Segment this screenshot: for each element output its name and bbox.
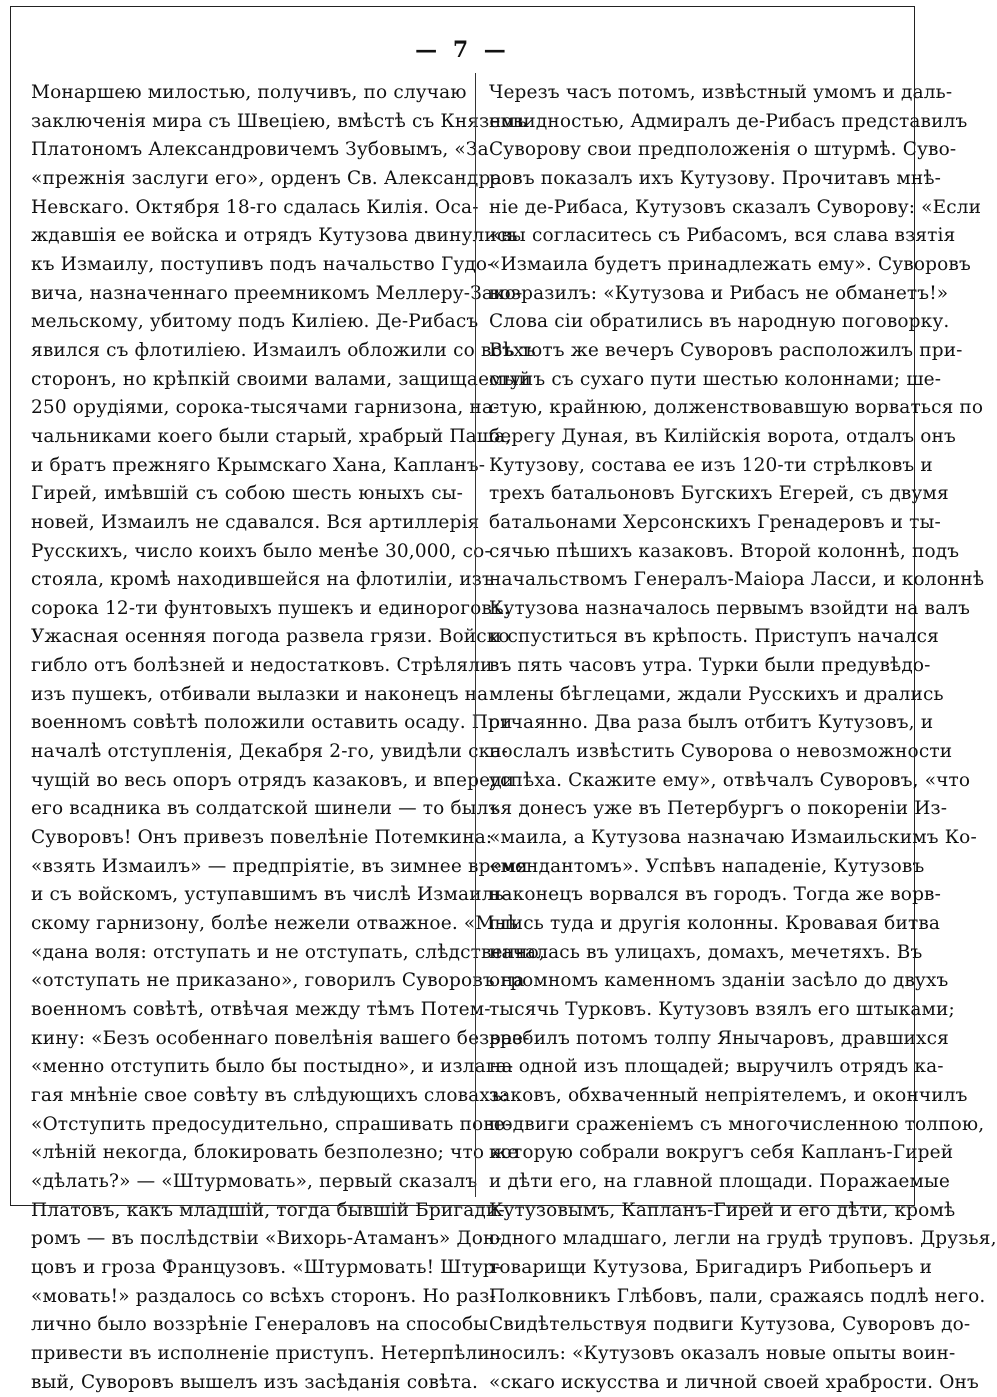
text-line: вый, Суворовъ вышелъ изъ засѣданія совѣта. bbox=[31, 1371, 479, 1393]
text-line: «Отступить предосудительно, спрашивать пове- bbox=[31, 1113, 512, 1135]
text-line: и съ войскомъ, уступавшимъ въ числѣ Измаиль- bbox=[31, 884, 511, 906]
text-line: Монаршею милостью, получивъ, по случаю bbox=[31, 82, 467, 103]
text-line: подвиги сраженіемъ съ многочисленною толпою, bbox=[489, 1113, 985, 1135]
text-line: сячью пѣшихъ казаковъ. Второй колоннѣ, подъ bbox=[489, 540, 960, 562]
text-line: Платовъ, какъ младшій, тогда бывшій Бригади- bbox=[31, 1199, 505, 1221]
text-line: Гирей, имѣвшій съ собою шесть юныхъ сы- bbox=[31, 483, 463, 505]
text-line: «я донесъ уже въ Петербургъ о покореніи Из- bbox=[489, 798, 948, 820]
text-line: огромномъ каменномъ зданіи засѣло до двухъ bbox=[489, 970, 949, 992]
text-line: Платономъ Александровичемъ Зубовымъ, «За bbox=[31, 139, 489, 161]
text-line: Суворову свои предположенія о штурмѣ. Суво- bbox=[489, 139, 957, 161]
text-line: заковъ, обхваченный непріятелемъ, и окончилъ bbox=[489, 1084, 968, 1106]
text-line: чальниками коего были старый, храбрый Паша, bbox=[31, 425, 512, 447]
text-line: скому гарнизону, болѣе нежели отважное. «Мнѣ bbox=[31, 913, 519, 935]
text-line: «дана воля: отступать и не отступать, слѣдственно, bbox=[31, 941, 545, 963]
text-line: ромъ — въ послѣдствіи «Вихорь-Атаманъ» Дон- bbox=[31, 1228, 502, 1250]
text-line: его всадника въ солдатской шинели — то былъ bbox=[31, 798, 501, 820]
text-line: военномъ совѣтѣ положили оставить осаду. При bbox=[31, 712, 513, 734]
text-line: на одной изъ площадей; выручилъ отрядъ ка- bbox=[489, 1056, 944, 1078]
text-line: Суворовъ! Онъ привезъ повелѣніе Потемкина: bbox=[31, 827, 493, 849]
text-line: сорока 12-ти фунтовыхъ пушекъ и единороговъ. bbox=[31, 597, 510, 619]
text-line: Въ тотъ же вечеръ Суворовъ расположилъ при- bbox=[489, 339, 963, 361]
text-line: «маила, а Кутузова назначаю Измаильскимъ Ко- bbox=[489, 827, 977, 849]
text-line: успѣха. Скажите ему», отвѣчалъ Суворовъ, «что bbox=[489, 769, 971, 791]
text-line: чущій во весь опоръ отрядъ казаковъ, и впереди bbox=[31, 769, 515, 791]
text-line: послалъ извѣстить Суворова о невозможности bbox=[489, 741, 953, 763]
text-line: кину: «Безъ особеннаго повелѣнія вашего безвре- bbox=[31, 1027, 530, 1049]
text-line: въ пять часовъ утра. Турки были предувѣдо- bbox=[489, 655, 931, 677]
text-line: «менно отступить было бы постыдно», и излага- bbox=[31, 1056, 514, 1078]
page-number: — 7 — bbox=[415, 37, 510, 63]
text-line: Кутузова назначалось первымъ взойдти на валъ bbox=[489, 597, 971, 619]
text-line: «отступать не приказано», говорилъ Суворовъ на bbox=[31, 970, 525, 992]
text-line: Невскаго. Октября 18-го сдалась Килія. Оса- bbox=[31, 196, 479, 218]
text-line: Свидѣтельствуя подвиги Кутузова, Суворовъ до- bbox=[489, 1314, 971, 1336]
text-line: «скаго искусства и личной своей храбрости. Онъ bbox=[489, 1371, 979, 1393]
text-line: изъ пушекъ, отбивали вылазки и наконецъ на bbox=[31, 683, 489, 705]
left-column bbox=[31, 79, 545, 1397]
text-line: «Измаила будетъ принадлежать ему». Суворовъ bbox=[489, 253, 971, 275]
text-line: цовъ и гроза Французовъ. «Штурмовать! Штур- bbox=[31, 1256, 502, 1278]
text-line: отчаянно. Два раза былъ отбитъ Кутузовъ, и bbox=[489, 712, 934, 734]
text-line: возразилъ: «Кутузова и Рибасъ не обманетъ!» bbox=[489, 282, 949, 304]
text-line: млены бѣглецами, ждали Русскихъ и дрались bbox=[489, 683, 944, 705]
text-line: новидностью, Адмиралъ де-Рибасъ представилъ bbox=[489, 110, 968, 132]
text-line: мельскому, убитому подъ Киліею. Де-Рибасъ bbox=[31, 311, 479, 333]
text-line: и братъ прежняго Крымскаго Хана, Капланъ- bbox=[31, 454, 486, 476]
text-line: гая мнѣніе свое совѣту въ слѣдующихъ словахъ: bbox=[31, 1084, 509, 1106]
text-line: вича, назначеннаго преемникомъ Меллеру-Зако- bbox=[31, 282, 523, 304]
text-line: «мовать!» раздалось со всѣхъ сторонъ. Но раз- bbox=[31, 1285, 496, 1307]
text-line: Кутузовымъ, Капланъ-Гирей и его дѣти, кромѣ bbox=[489, 1199, 956, 1221]
text-line: Кутузову, состава ее изъ 120-ти стрѣлковъ и bbox=[489, 454, 933, 476]
text-line: и дѣти его, на главной площади. Поражаемые bbox=[489, 1170, 950, 1192]
text-line: Русскихъ, число коихъ было менѣе 30,000, со- bbox=[31, 540, 491, 562]
text-line: явился съ флотиліею. Измаилъ обложили со всѣхъ bbox=[31, 339, 536, 361]
text-line: привести въ исполненіе приступъ. Нетерпѣли- bbox=[31, 1342, 497, 1364]
text-line: носилъ: «Кутузовъ оказалъ новые опыты воин- bbox=[489, 1342, 956, 1364]
text-line: ровъ показалъ ихъ Кутузову. Прочитавъ мнѣ- bbox=[489, 167, 942, 189]
text-line: Ужасная осенняя погода развела грязи. Войско bbox=[31, 626, 510, 648]
right-column bbox=[489, 79, 997, 1397]
text-line: которую собрали вокругъ себя Капланъ-Гирей bbox=[489, 1142, 954, 1164]
text-line: лично было воззрѣніе Генераловъ на способы bbox=[31, 1314, 489, 1336]
text-line: ніе де-Рибаса, Кутузовъ сказалъ Суворову: «Если bbox=[489, 196, 982, 218]
text-line: военномъ совѣтѣ, отвѣчая между тѣмъ Потем- bbox=[31, 999, 491, 1020]
text-line: «мендантомъ». Успѣвъ нападеніе, Кутузовъ bbox=[489, 855, 925, 877]
text-line: Слова сіи обратились въ народную поговорку. bbox=[489, 311, 950, 333]
text-line: глись туда и другія колонны. Кровавая битва bbox=[489, 913, 941, 935]
text-line: и спуститься въ крѣпость. Приступъ начался bbox=[489, 626, 939, 648]
text-line: трехъ батальоновъ Бугскихъ Егерей, съ двумя bbox=[489, 483, 949, 505]
page-frame bbox=[10, 6, 997, 1393]
text-line: разбилъ потомъ толпу Янычаровъ, дравшихся bbox=[489, 1027, 949, 1049]
text-line: стую, крайнюю, долженствовавшую ворваться по bbox=[489, 397, 984, 419]
text-line: наконецъ ворвался въ городъ. Тогда же ворв- bbox=[489, 884, 942, 906]
text-line: «вы согласитесь съ Рибасомъ, вся слава взятія bbox=[489, 225, 956, 247]
text-line: «прежнія заслуги его», орденъ Св. Александра bbox=[31, 167, 502, 189]
text-line: батальонами Херсонскихъ Гренадеровъ и ты- bbox=[489, 511, 941, 533]
text-line: начальствомъ Генералъ-Маіора Ласси, и колоннѣ bbox=[489, 569, 985, 591]
text-line: къ Измаилу, поступивъ подъ начальство Гудо- bbox=[31, 253, 494, 275]
text-line: началѣ отступленія, Декабря 2-го, увидѣли ска- bbox=[31, 741, 508, 763]
text-line: ступъ съ сухаго пути шестью колоннами; ше- bbox=[489, 368, 942, 390]
text-line: сторонъ, но крѣпкій своими валами, защищаемый bbox=[31, 368, 532, 390]
text-line: одного младшаго, легли на грудѣ труповъ. Друзья, bbox=[489, 1228, 997, 1250]
text-line: тысячь Турковъ. Кутузовъ взялъ его штыками; bbox=[489, 999, 955, 1020]
text-line: Черезъ часъ потомъ, извѣстный умомъ и даль- bbox=[489, 82, 953, 103]
text-line: стояла, кромѣ находившейся на флотиліи, изъ bbox=[31, 569, 494, 591]
text-line: берегу Дуная, въ Килійскія ворота, отдалъ онъ bbox=[489, 425, 956, 447]
text-line: «лѣній некогда, блокировать безполезно; что же bbox=[31, 1142, 519, 1164]
text-line: заключенія мира съ Швеціею, вмѣстѣ съ Княземъ bbox=[31, 110, 527, 132]
text-line: Полковникъ Глѣбовъ, пали, сражаясь подлѣ него. bbox=[489, 1285, 986, 1307]
column-divider bbox=[475, 73, 476, 1197]
text-line: началась въ улицахъ, домахъ, мечетяхъ. Въ bbox=[489, 941, 923, 963]
text-line: товарищи Кутузова, Бригадиръ Рибопьеръ и bbox=[489, 1256, 933, 1278]
text-line: «взять Измаилъ» — предпріятіе, въ зимнее время bbox=[31, 855, 529, 877]
text-line: ждавшія ее войска и отрядъ Кутузова двинулись bbox=[31, 225, 518, 247]
text-line: гибло отъ болѣзней и недостатковъ. Стрѣляли bbox=[31, 655, 493, 677]
text-line: новей, Измаилъ не сдавался. Вся артиллерія bbox=[31, 511, 480, 533]
text-line: «дѣлать?» — «Штурмовать», первый сказалъ bbox=[31, 1170, 478, 1192]
text-line: 250 орудіями, сорока-тысячами гарнизона, на- bbox=[31, 397, 500, 419]
